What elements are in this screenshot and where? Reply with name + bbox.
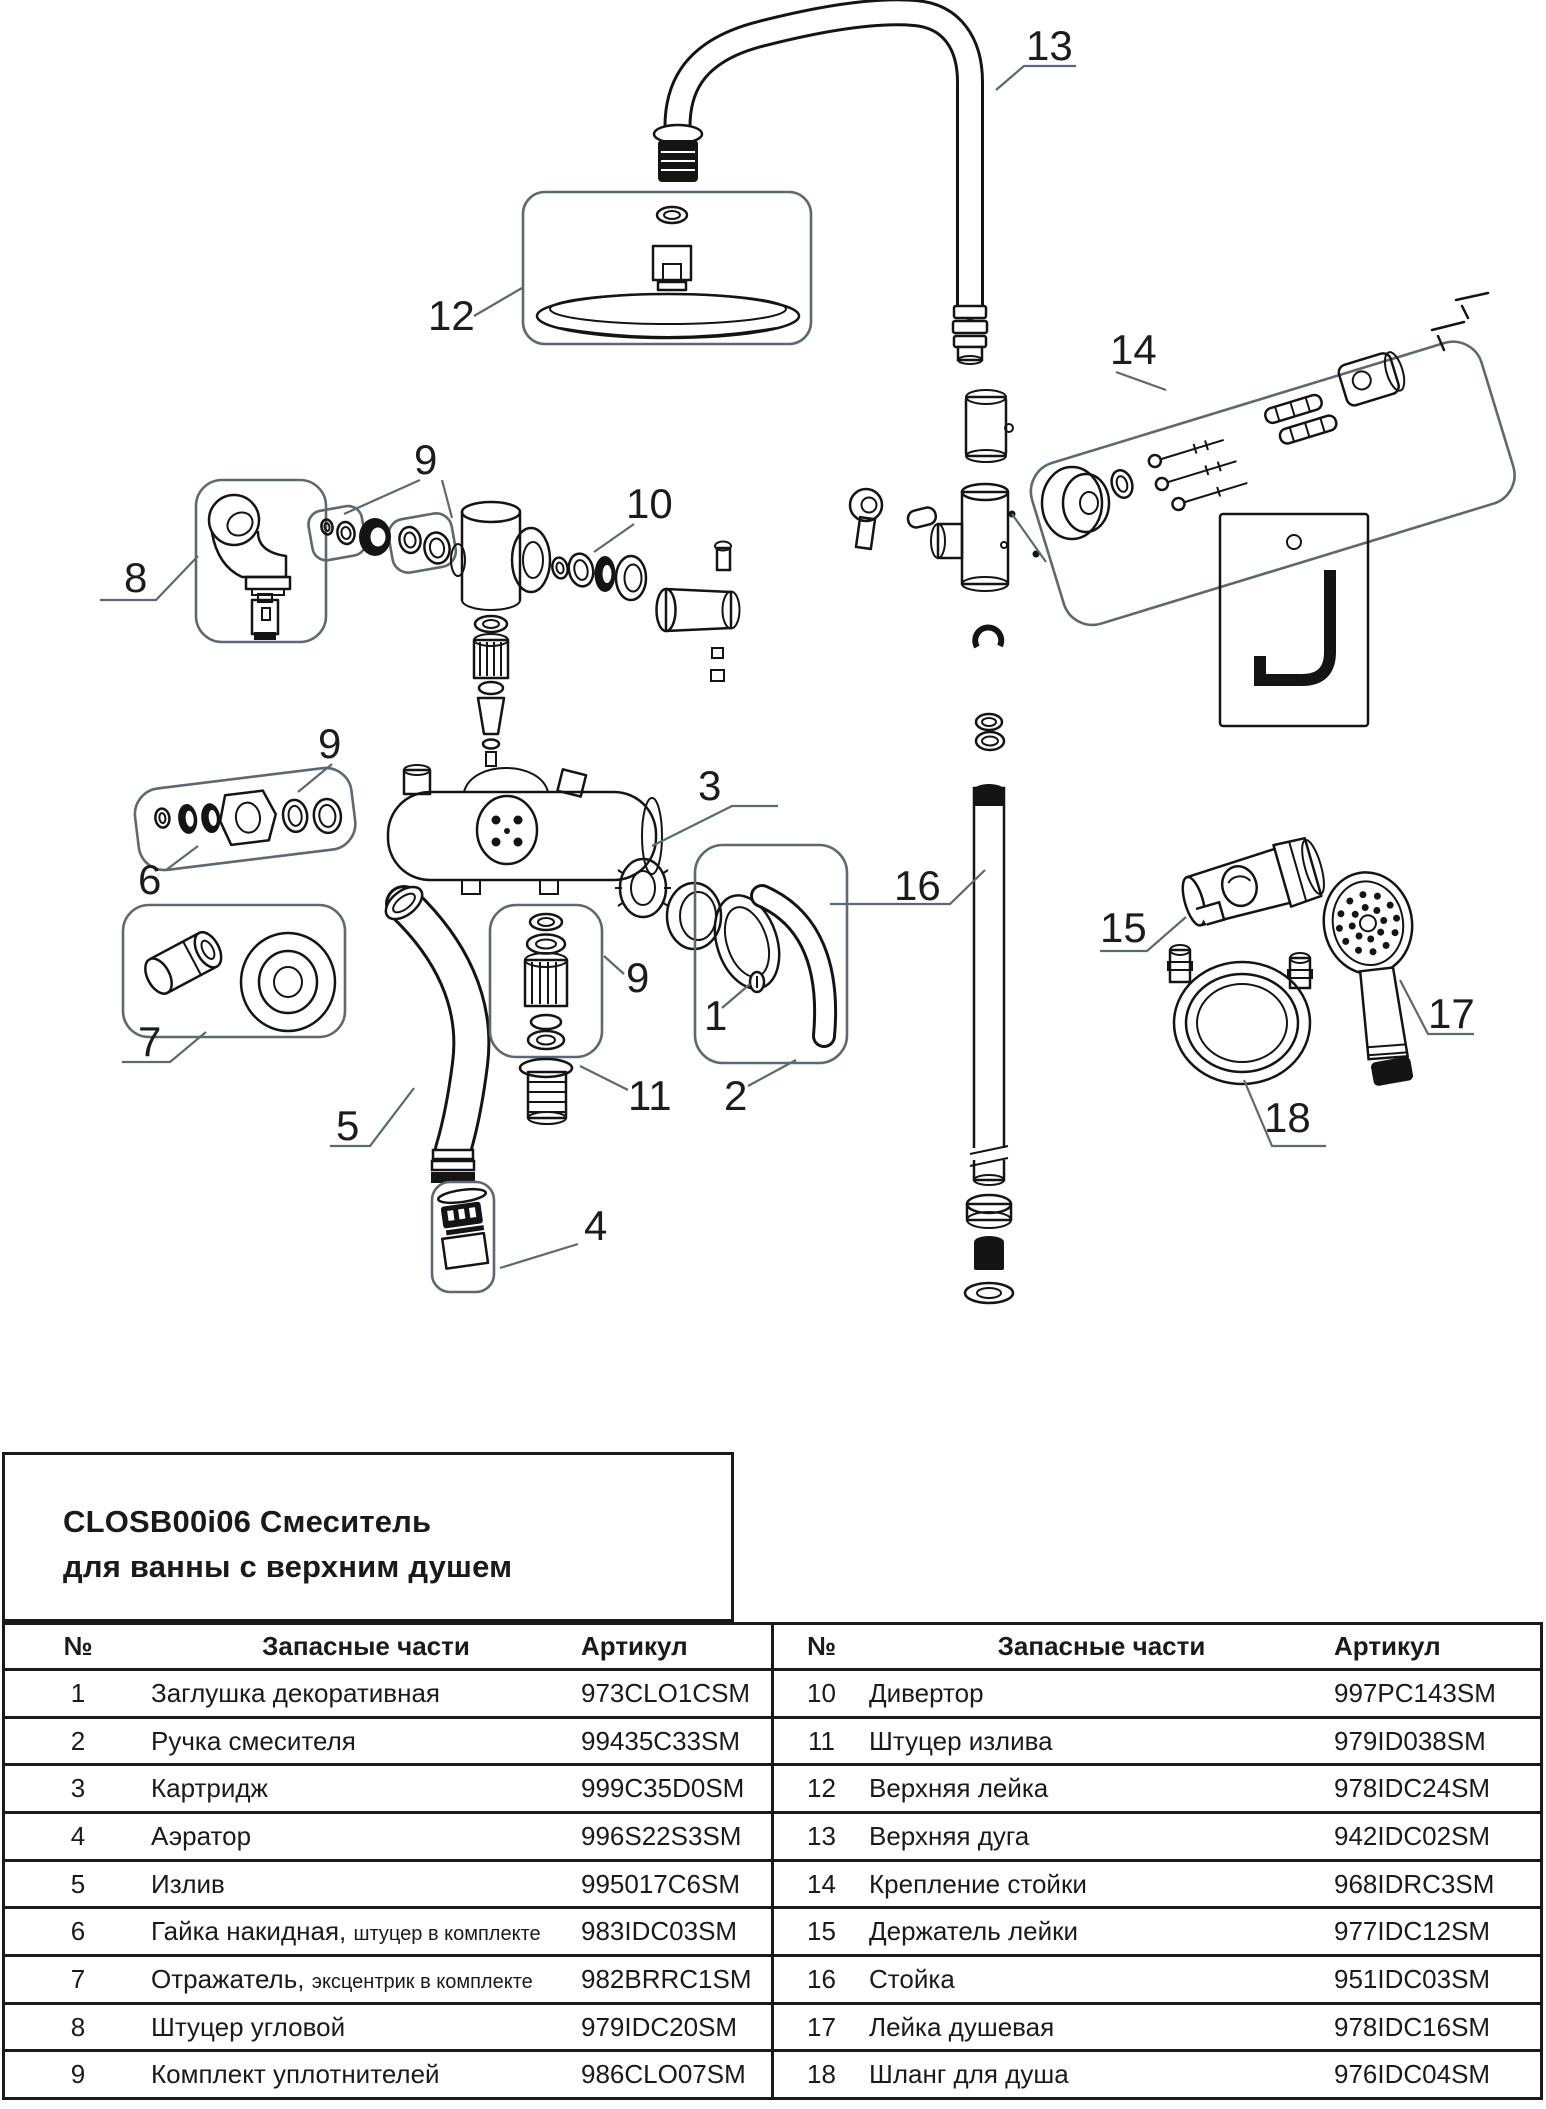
part-label-9c: 9	[626, 954, 650, 1001]
table-row	[5, 1814, 771, 1862]
table-row	[774, 1719, 1540, 1767]
part-name: Дивертор	[869, 1677, 984, 1708]
table-row	[5, 1671, 771, 1719]
part-label-3: 3	[698, 762, 722, 809]
part-name: Верхняя дуга	[869, 1820, 1030, 1851]
part-label-11: 11	[628, 1072, 672, 1119]
part-label-6: 6	[138, 856, 162, 903]
table-row	[774, 1766, 1540, 1814]
row-number: 6	[70, 1916, 86, 1947]
header-parts: Запасные части	[262, 1631, 470, 1661]
callout-box-9c	[490, 905, 602, 1057]
table-row	[774, 1909, 1540, 1957]
table-row	[774, 1814, 1540, 1862]
part-label-14: 14	[1110, 326, 1157, 373]
part-15-holder	[1176, 834, 1329, 934]
table-row	[774, 1671, 1540, 1719]
part-12-overhead-shower	[537, 207, 799, 338]
retaining-clip	[975, 627, 1001, 647]
row-number: 2	[70, 1725, 86, 1756]
part-name: Ручка смесителя	[151, 1725, 356, 1756]
part-label-4: 4	[584, 1202, 608, 1249]
callout-box-12	[523, 192, 811, 344]
part-label-2: 2	[724, 1072, 748, 1119]
article-code: 997PC143SM	[1334, 1677, 1496, 1708]
part-label-5: 5	[336, 1102, 360, 1149]
part-label-9a: 9	[414, 436, 438, 483]
part-name: Отражатель, эксцентрик в комплекте	[151, 1963, 533, 1994]
row-number: 10	[807, 1677, 836, 1708]
header-parts: Запасные части	[997, 1631, 1206, 1661]
table-row	[5, 1909, 771, 1957]
row-number: 8	[70, 2011, 86, 2042]
part-17-hand-shower	[1316, 865, 1440, 1090]
part-name: Держатель лейки	[869, 1916, 1079, 1947]
product-title-line1: CLOSB00i06 Смеситель	[63, 1504, 432, 1539]
article-code: 982BRRC1SM	[581, 1963, 752, 1994]
tee-fitting	[451, 502, 550, 610]
part-label-18: 18	[1264, 1094, 1311, 1141]
table-row	[5, 2052, 771, 2097]
part-name: Аэратор	[151, 1820, 252, 1851]
part-label-9b: 9	[318, 720, 342, 767]
row-number: 12	[807, 1773, 836, 1804]
cartridge-stack	[474, 616, 508, 766]
row-number: 17	[807, 2011, 836, 2042]
header-article: Артикул	[1334, 1631, 1441, 1661]
header-article: Артикул	[581, 1631, 688, 1661]
article-code: 978IDC24SM	[1334, 1773, 1491, 1804]
article-code: 942IDC02SM	[1334, 1820, 1491, 1851]
part-6-nut-and-seals	[154, 782, 343, 854]
article-code: 986CLO07SM	[581, 2059, 746, 2090]
row-number: 18	[807, 2059, 836, 2090]
table-header-row	[774, 1625, 1540, 1671]
article-code: 996S22S3SM	[581, 1820, 742, 1851]
part-7-reflector	[140, 928, 335, 1031]
part-label-16: 16	[894, 862, 941, 909]
row-number: 16	[807, 1963, 836, 1994]
row-number: 5	[70, 1868, 86, 1899]
row-number: 4	[70, 1820, 86, 1851]
cartridge-nut	[615, 859, 721, 949]
part-label-1: 1	[704, 992, 728, 1039]
header-num: №	[63, 1631, 93, 1661]
part-10-diverter	[550, 542, 739, 682]
part-8-angle-fitting	[209, 495, 290, 640]
article-code: 968IDRC3SM	[1334, 1868, 1495, 1899]
article-code: 999C35D0SM	[581, 1773, 745, 1804]
article-code: 976IDC04SM	[1334, 2059, 1491, 2090]
hex-key-card	[1220, 514, 1368, 726]
part-9-seal-kit-spout	[525, 914, 567, 1049]
leader-lines	[100, 66, 1474, 1268]
part-5-spout	[380, 881, 475, 1183]
part-1-decorative-plug	[750, 972, 764, 992]
part-label-12: 12	[428, 292, 475, 339]
table-row	[5, 1766, 771, 1814]
part-11-spout-union	[520, 1059, 572, 1124]
row-number: 15	[807, 1916, 836, 1947]
row-number: 1	[70, 1677, 86, 1708]
part-name: Штуцер излива	[869, 1725, 1053, 1756]
product-title-line2: для ванны с верхним душем	[63, 1549, 513, 1584]
mixer-body	[388, 765, 662, 894]
part-4-aerator	[437, 1187, 488, 1269]
table-row	[774, 2005, 1540, 2053]
parts-table-left	[5, 1625, 774, 2097]
parts-table	[2, 1622, 1543, 2100]
table-row	[5, 1957, 771, 2005]
table-header-row	[5, 1625, 771, 1671]
row-number: 13	[807, 1820, 836, 1851]
part-name: Заглушка декоративная	[151, 1677, 440, 1708]
article-code: 973CLO1CSM	[581, 1677, 751, 1708]
row-number: 3	[70, 1773, 86, 1804]
article-code: 951IDC03SM	[1334, 1963, 1491, 1994]
table-row	[5, 1719, 771, 1767]
part-name: Излив	[151, 1868, 225, 1899]
part-label-17: 17	[1428, 990, 1475, 1037]
part-13-upper-arc	[654, 12, 987, 364]
article-code: 979ID038SM	[1334, 1725, 1486, 1756]
part-name: Штуцер угловой	[151, 2011, 346, 2042]
elbow-connector	[850, 489, 938, 549]
pipe-sleeve-coupler	[966, 390, 1013, 462]
row-number: 14	[807, 1868, 836, 1899]
part-name: Стойка	[869, 1963, 955, 1994]
part-name: Верхняя лейка	[869, 1773, 1049, 1804]
part-14-mounting-kit	[1009, 293, 1489, 562]
table-row	[774, 1957, 1540, 2005]
article-code: 983IDC03SM	[581, 1916, 738, 1947]
wall-union	[931, 484, 1008, 591]
row-number: 11	[808, 1725, 835, 1756]
part-name: Картридж	[151, 1773, 268, 1804]
part-name: Гайка накидная, штуцер в комплекте	[151, 1916, 541, 1947]
part-name: Комплект уплотнителей	[151, 2059, 440, 2090]
article-code: 977IDC12SM	[1334, 1916, 1491, 1947]
table-row	[5, 1862, 771, 1910]
pipe-o-rings	[976, 714, 1004, 750]
article-code: 978IDC16SM	[1334, 2011, 1491, 2042]
part-16-riser-pipe	[965, 784, 1013, 1303]
title-block	[2, 1452, 734, 1622]
part-name: Шланг для душа	[869, 2059, 1069, 2090]
part-18-hose	[1168, 945, 1312, 1084]
part-label-13: 13	[1026, 22, 1073, 69]
part-label-15: 15	[1100, 904, 1147, 951]
part-label-8: 8	[124, 554, 148, 601]
header-num: №	[807, 1631, 836, 1661]
article-code: 979IDC20SM	[581, 2011, 738, 2042]
table-row	[774, 2052, 1540, 2097]
part-label-10: 10	[626, 480, 673, 527]
article-code: 995017C6SM	[581, 1868, 740, 1899]
row-number: 9	[70, 2059, 86, 2090]
part-name: Крепление стойки	[869, 1868, 1087, 1899]
row-number: 7	[70, 1963, 86, 1994]
article-code: 99435C33SM	[581, 1725, 740, 1756]
parts-table-right	[774, 1625, 1540, 2097]
table-row	[774, 1862, 1540, 1910]
part-label-7: 7	[138, 1018, 162, 1065]
part-name: Лейка душевая	[869, 2011, 1055, 2042]
table-row	[5, 2005, 771, 2053]
